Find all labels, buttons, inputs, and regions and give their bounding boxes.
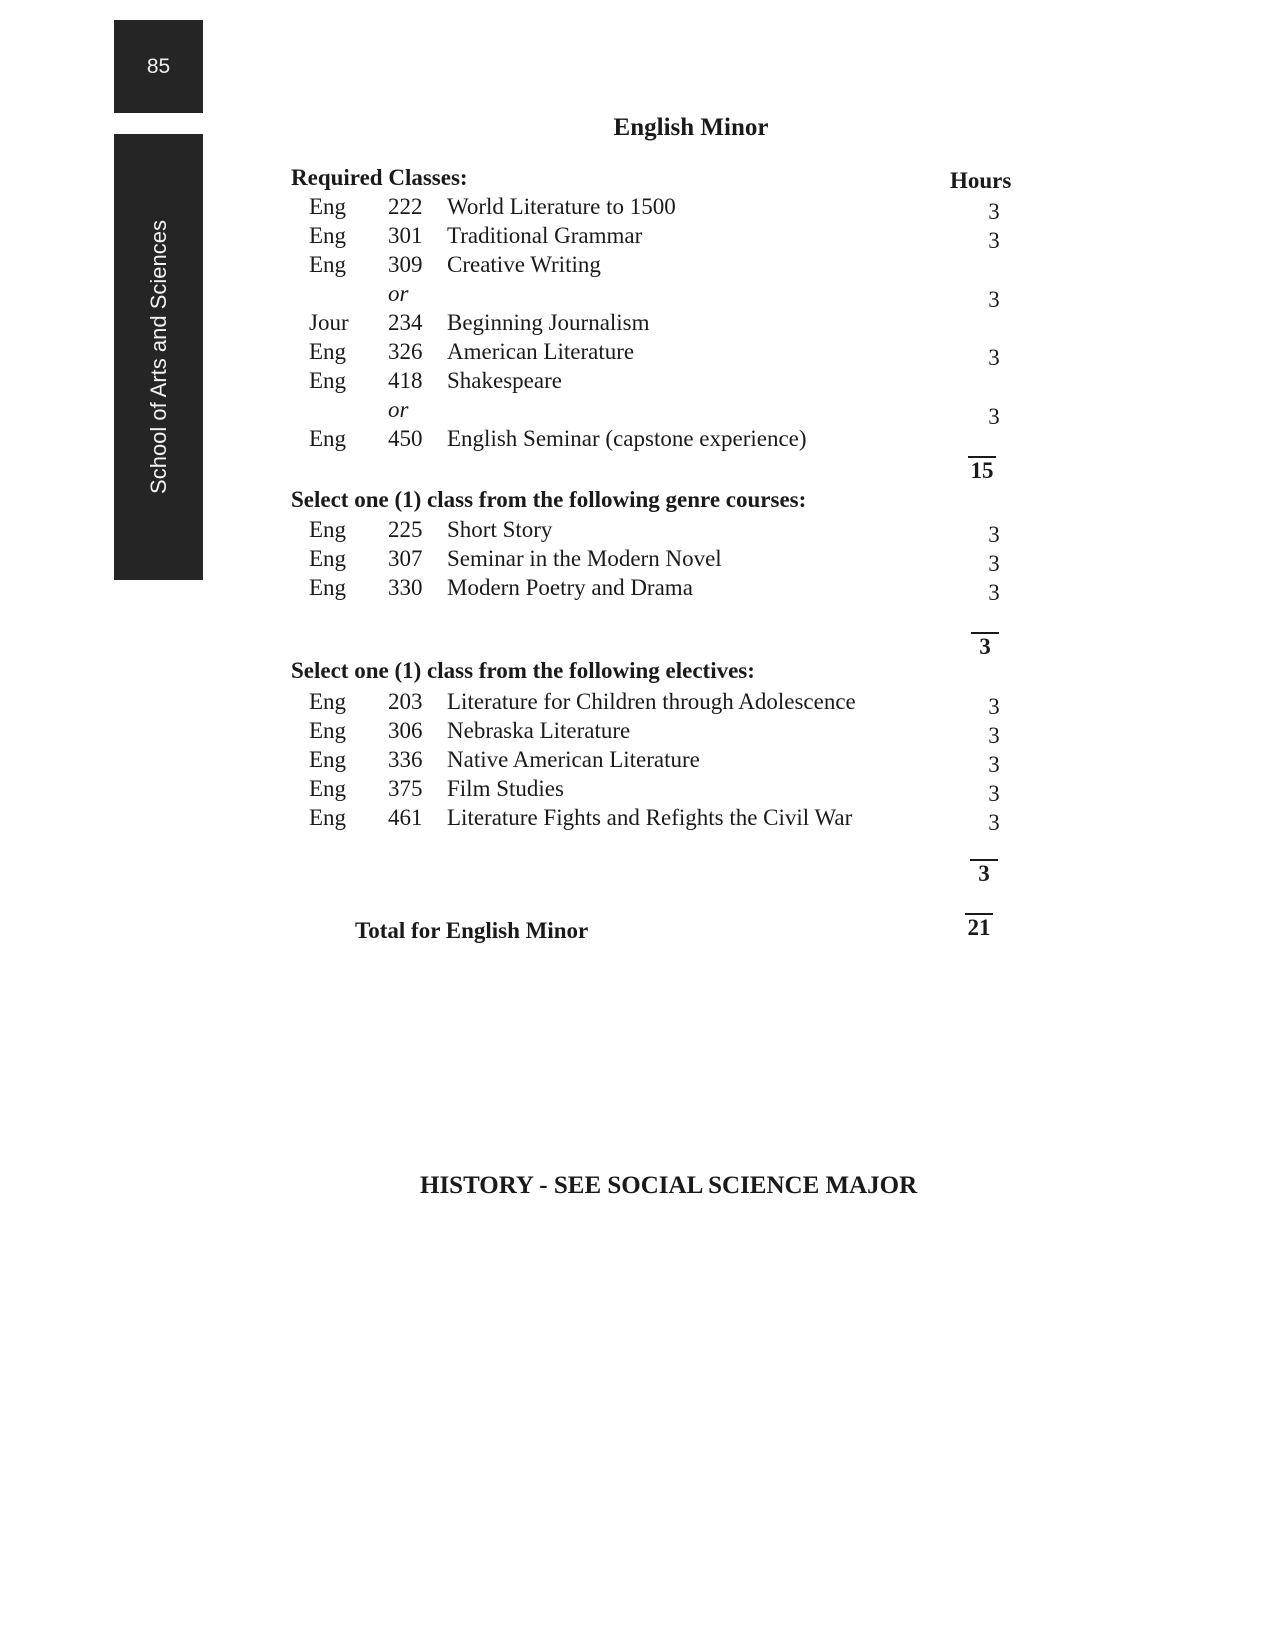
course-number: 307: [388, 546, 423, 571]
course-number: 330: [388, 575, 423, 600]
course-hours: 3: [988, 287, 1000, 312]
course-row: [0, 805, 1275, 835]
course-dept: Eng: [309, 252, 347, 277]
course-hours: 3: [988, 781, 1000, 806]
course-name: Creative Writing: [447, 252, 601, 277]
course-number: 301: [388, 223, 423, 248]
page-number-tab: [114, 20, 203, 113]
course-dept: Jour: [309, 310, 349, 335]
section-side-tab-label: School of Arts and Sciences: [145, 220, 171, 494]
required-classes-heading: Required Classes:: [291, 165, 468, 190]
course-number: 306: [388, 718, 423, 743]
course-name: Native American Literature: [447, 747, 700, 772]
course-dept: Eng: [309, 747, 347, 772]
course-hours: 3: [988, 723, 1000, 748]
course-number: 418: [388, 368, 423, 393]
course-dept: Eng: [309, 194, 347, 219]
course-name: Shakespeare: [447, 368, 562, 393]
course-hours: 3: [988, 199, 1000, 224]
genre-subtotal: 3: [971, 632, 999, 660]
course-dept: Eng: [309, 546, 347, 571]
electives-heading: Select one (1) class from the following electives:: [291, 658, 755, 683]
course-name: Literature for Children through Adolescence: [447, 689, 856, 714]
course-name: Literature Fights and Refights the Civil War: [447, 805, 853, 830]
course-name: World Literature to 1500: [447, 194, 676, 219]
course-number: 336: [388, 747, 423, 772]
course-row: [0, 310, 1275, 340]
course-hours: 3: [988, 551, 1000, 576]
or-separator: or: [388, 281, 409, 306]
course-number: 450: [388, 426, 423, 451]
course-row: [0, 747, 1275, 777]
course-row: [0, 252, 1275, 282]
course-row: [0, 194, 1275, 224]
course-dept: Eng: [309, 517, 347, 542]
hours-column-header: Hours: [950, 168, 1012, 193]
genre-courses-heading: Select one (1) class from the following genre courses:: [291, 487, 807, 512]
course-hours: 3: [988, 228, 1000, 253]
course-hours: 3: [988, 694, 1000, 719]
course-dept: Eng: [309, 575, 347, 600]
course-row: [0, 517, 1275, 547]
total-label: Total for English Minor: [355, 918, 589, 943]
course-name: Short Story: [447, 517, 553, 542]
electives-subtotal: 3: [970, 859, 998, 887]
course-name: Seminar in the Modern Novel: [447, 546, 722, 571]
course-name: American Literature: [447, 339, 635, 364]
required-subtotal: 15: [968, 456, 996, 484]
course-name: Modern Poetry and Drama: [447, 575, 693, 600]
or-row: [0, 397, 1275, 427]
course-dept: Eng: [309, 339, 347, 364]
or-separator: or: [388, 397, 409, 422]
course-row: [0, 575, 1275, 605]
course-hours: 3: [988, 752, 1000, 777]
course-hours: 3: [988, 810, 1000, 835]
course-dept: Eng: [309, 718, 347, 743]
course-row: [0, 689, 1275, 719]
course-number: 375: [388, 776, 423, 801]
course-name: English Seminar (capstone experience): [447, 426, 807, 451]
course-row: [0, 223, 1275, 253]
course-number: 461: [388, 805, 423, 830]
course-dept: Eng: [309, 426, 347, 451]
course-row: [0, 718, 1275, 748]
course-dept: Eng: [309, 776, 347, 801]
course-number: 309: [388, 252, 423, 277]
or-row: [0, 281, 1275, 311]
course-number: 225: [388, 517, 423, 542]
course-dept: Eng: [309, 368, 347, 393]
page-number: 85: [146, 54, 171, 78]
total-hours: 21: [965, 913, 993, 941]
course-hours: 3: [988, 522, 1000, 547]
course-row: [0, 426, 1275, 456]
course-row: [0, 776, 1275, 806]
course-number: 326: [388, 339, 423, 364]
course-dept: Eng: [309, 805, 347, 830]
course-name: Traditional Grammar: [447, 223, 643, 248]
course-dept: Eng: [309, 689, 347, 714]
history-cross-reference: HISTORY - SEE SOCIAL SCIENCE MAJOR: [420, 1172, 918, 1199]
course-dept: Eng: [309, 223, 347, 248]
course-name: Beginning Journalism: [447, 310, 650, 335]
page-title: English Minor: [613, 114, 769, 141]
course-row: [0, 368, 1275, 398]
course-number: 234: [388, 310, 423, 335]
course-hours: 3: [988, 580, 1000, 605]
course-hours: 3: [988, 404, 1000, 429]
course-name: Nebraska Literature: [447, 718, 631, 743]
course-hours: 3: [988, 345, 1000, 370]
course-row: [0, 339, 1275, 369]
course-name: Film Studies: [447, 776, 564, 801]
course-number: 203: [388, 689, 423, 714]
course-row: [0, 546, 1275, 576]
course-number: 222: [388, 194, 423, 219]
